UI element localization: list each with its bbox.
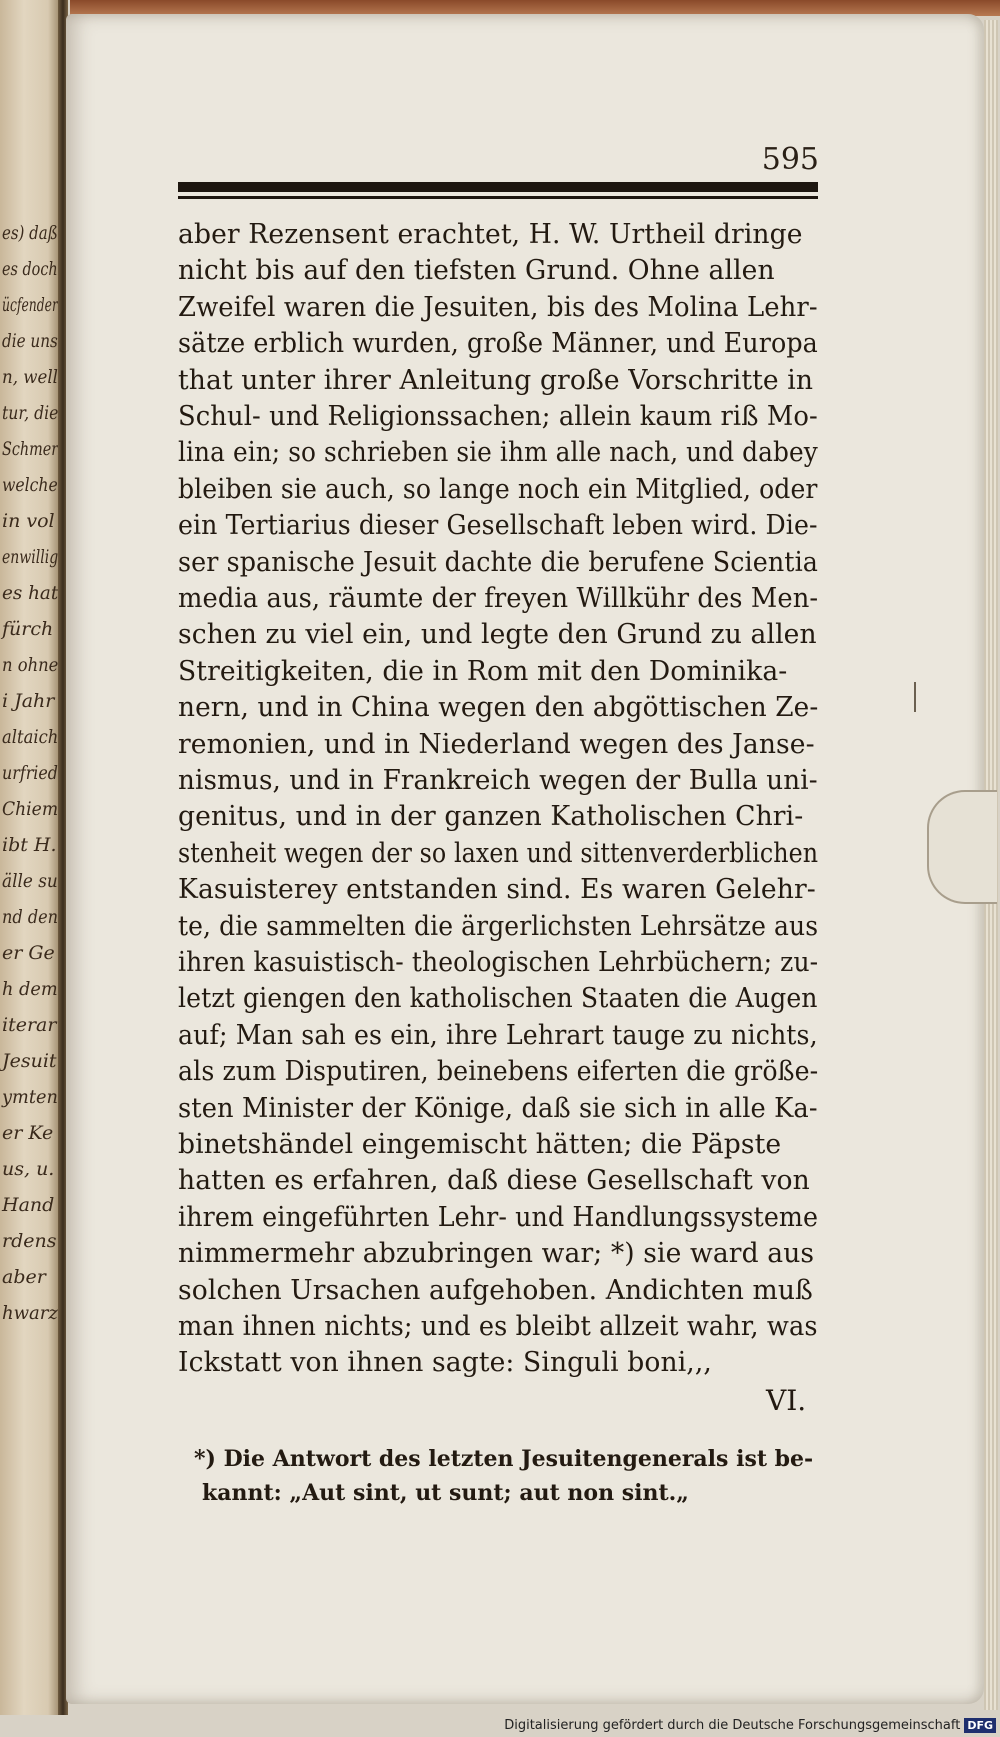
- body-line: aber Rezensent erachtet, H. W. Urtheil dringe: [178, 219, 803, 250]
- header-rule-thin: [178, 196, 818, 199]
- body-line: nismus, und in Frankreich wegen der Bulla uni-: [178, 765, 818, 796]
- facing-page-fragment-line: die uns: [2, 330, 58, 352]
- body-line: sten Minister der Könige, daß sie sich in alle Ka-: [178, 1092, 818, 1124]
- body-line: remonien, und in Niederland wegen des Janse-: [178, 728, 815, 760]
- footnote-line: *) Die Antwort des letzten Jesuitengenerals ist be-: [194, 1446, 814, 1472]
- body-line: te, die sammelten die ärgerlichsten Lehrsätze aus: [178, 910, 819, 942]
- body-line: auf; Man sah es ein, ihre Lehrart tauge zu nichts,: [178, 1019, 818, 1051]
- facing-page-fragment-line: es doch: [2, 258, 58, 280]
- facing-page-fragment-line: ymten: [2, 1086, 58, 1108]
- facing-page-fragment-line: hwarz: [2, 1302, 58, 1324]
- facing-page-fragment-line: n, well: [2, 366, 58, 388]
- facing-page-fragment-line: i Jahr: [2, 690, 55, 712]
- body-line: nern, und in China wegen den abgöttischen Ze-: [178, 692, 819, 724]
- body-line: Schul- und Religionssachen; allein kaum riß Mo-: [178, 401, 818, 432]
- facing-page-fragment-line: er Ke: [2, 1122, 54, 1144]
- body-line: man ihnen nichts; und es bleibt allzeit wahr, was: [178, 1311, 818, 1342]
- body-line: sätze erblich wurden, große Männer, und Europa: [178, 328, 818, 360]
- body-line: genitus, und in der ganzen Katholischen Chri-: [178, 801, 804, 833]
- facing-page-fragment-line: Hand: [2, 1194, 55, 1216]
- facing-page-fragment-line: urfried: [2, 762, 58, 784]
- facing-page-fragment-line: h dem: [2, 978, 58, 1000]
- facing-page-fragment: [0, 0, 60, 1715]
- facing-page-fragment-line: aber: [2, 1266, 46, 1288]
- body-line: Zweifel waren die Jesuiten, bis des Molina Lehr-: [178, 291, 818, 323]
- facing-page-fragment-line: Schmer: [2, 438, 59, 460]
- body-line: nimmermehr abzubringen war; *) sie ward aus: [178, 1238, 815, 1270]
- facing-page-fragment-line: iterar: [2, 1014, 57, 1036]
- facing-page-fragment-line: älle su: [2, 870, 58, 892]
- body-line: ihren kasuistisch- theologischen Lehrbüchern; zu-: [178, 947, 819, 978]
- margin-mark: [914, 682, 916, 712]
- body-line: bleiben sie auch, so lange noch ein Mitglied, oder: [178, 473, 818, 505]
- facing-page-fragment-line: tur, die: [2, 402, 59, 424]
- facing-page-fragment-line: rdens: [2, 1230, 57, 1252]
- facing-page-fragment-line: ücfender: [2, 294, 58, 316]
- footnote-line: kannt: „Aut sint, ut sunt; aut non sint.„: [202, 1480, 689, 1506]
- body-line: ser spanische Jesuit dachte die berufene Scientia: [178, 546, 818, 578]
- body-line: media aus, räumte der freyen Willkühr des Men-: [178, 583, 819, 614]
- facing-page-fragment-line: us, u.: [2, 1158, 55, 1180]
- facing-page-fragment-line: Jesuit: [2, 1050, 57, 1072]
- body-line: ein Tertiarius dieser Gesellschaft leben wird. Die-: [178, 510, 818, 542]
- body-line: stenheit wegen der so laxen und sittenverderblichen: [178, 837, 819, 869]
- body-line: ihrem eingeführten Lehr- und Handlungssysteme: [178, 1201, 819, 1233]
- facing-page-fragment-line: enwillig: [2, 546, 59, 568]
- body-line: als zum Disputiren, beinebens eiferten die größe-: [178, 1056, 819, 1088]
- body-line: schen zu viel ein, und legte den Grund zu allen: [178, 619, 817, 651]
- body-line: solchen Ursachen aufgehoben. Andichten muß: [178, 1274, 813, 1306]
- facing-page-fragment-line: altaich: [2, 726, 59, 748]
- catchword: VI.: [766, 1384, 807, 1417]
- facing-page-fragment-line: es) daß: [2, 222, 58, 244]
- body-line: Streitigkeiten, die in Rom mit den Dominika-: [178, 655, 788, 687]
- body-line: letzt giengen den katholischen Staaten die Augen: [178, 983, 818, 1015]
- facing-page-fragment-line: nd den: [2, 906, 59, 928]
- credit-text: Digitalisierung gefördert durch die Deutsche Forschungsgemeinschaft: [504, 1717, 961, 1733]
- facing-page-fragment-line: in vol: [2, 510, 55, 532]
- book-page: [66, 14, 984, 1704]
- facing-page-fragment-line: Chiem: [2, 798, 59, 820]
- body-line: lina ein; so schrieben sie ihm alle nach, und dabey: [178, 437, 818, 469]
- facing-page-fragment-line: er Ge: [2, 942, 55, 964]
- body-line: that unter ihrer Anleitung große Vorschritte in: [178, 364, 814, 396]
- facing-page-fragment-line: ibt H.: [2, 834, 57, 856]
- body-line: binetshändel eingemischt hätten; die Päpste: [178, 1129, 782, 1160]
- facing-page-fragment-line: es hat: [2, 582, 59, 604]
- body-line: Kasuisterey entstanden sind. Es waren Gelehr-: [178, 874, 816, 906]
- facing-page-fragment-line: n ohne: [2, 654, 59, 676]
- header-rule-thick: [178, 182, 818, 192]
- header-rule: [178, 182, 818, 202]
- bookmark-tab: [927, 790, 997, 904]
- digitization-credit: [504, 1715, 996, 1735]
- dfg-logo: DFG: [964, 1718, 996, 1733]
- body-line: hatten es erfahren, daß diese Gesellschaft von: [178, 1165, 810, 1197]
- facing-page-fragment-line: welche: [2, 474, 58, 496]
- facing-page-fragment-line: fürch: [2, 618, 54, 640]
- page-number: 595: [761, 142, 819, 177]
- body-line: nicht bis auf den tiefsten Grund. Ohne allen: [178, 255, 775, 287]
- body-line: Ickstatt von ihnen sagte: Singuli boni,,,: [178, 1347, 712, 1379]
